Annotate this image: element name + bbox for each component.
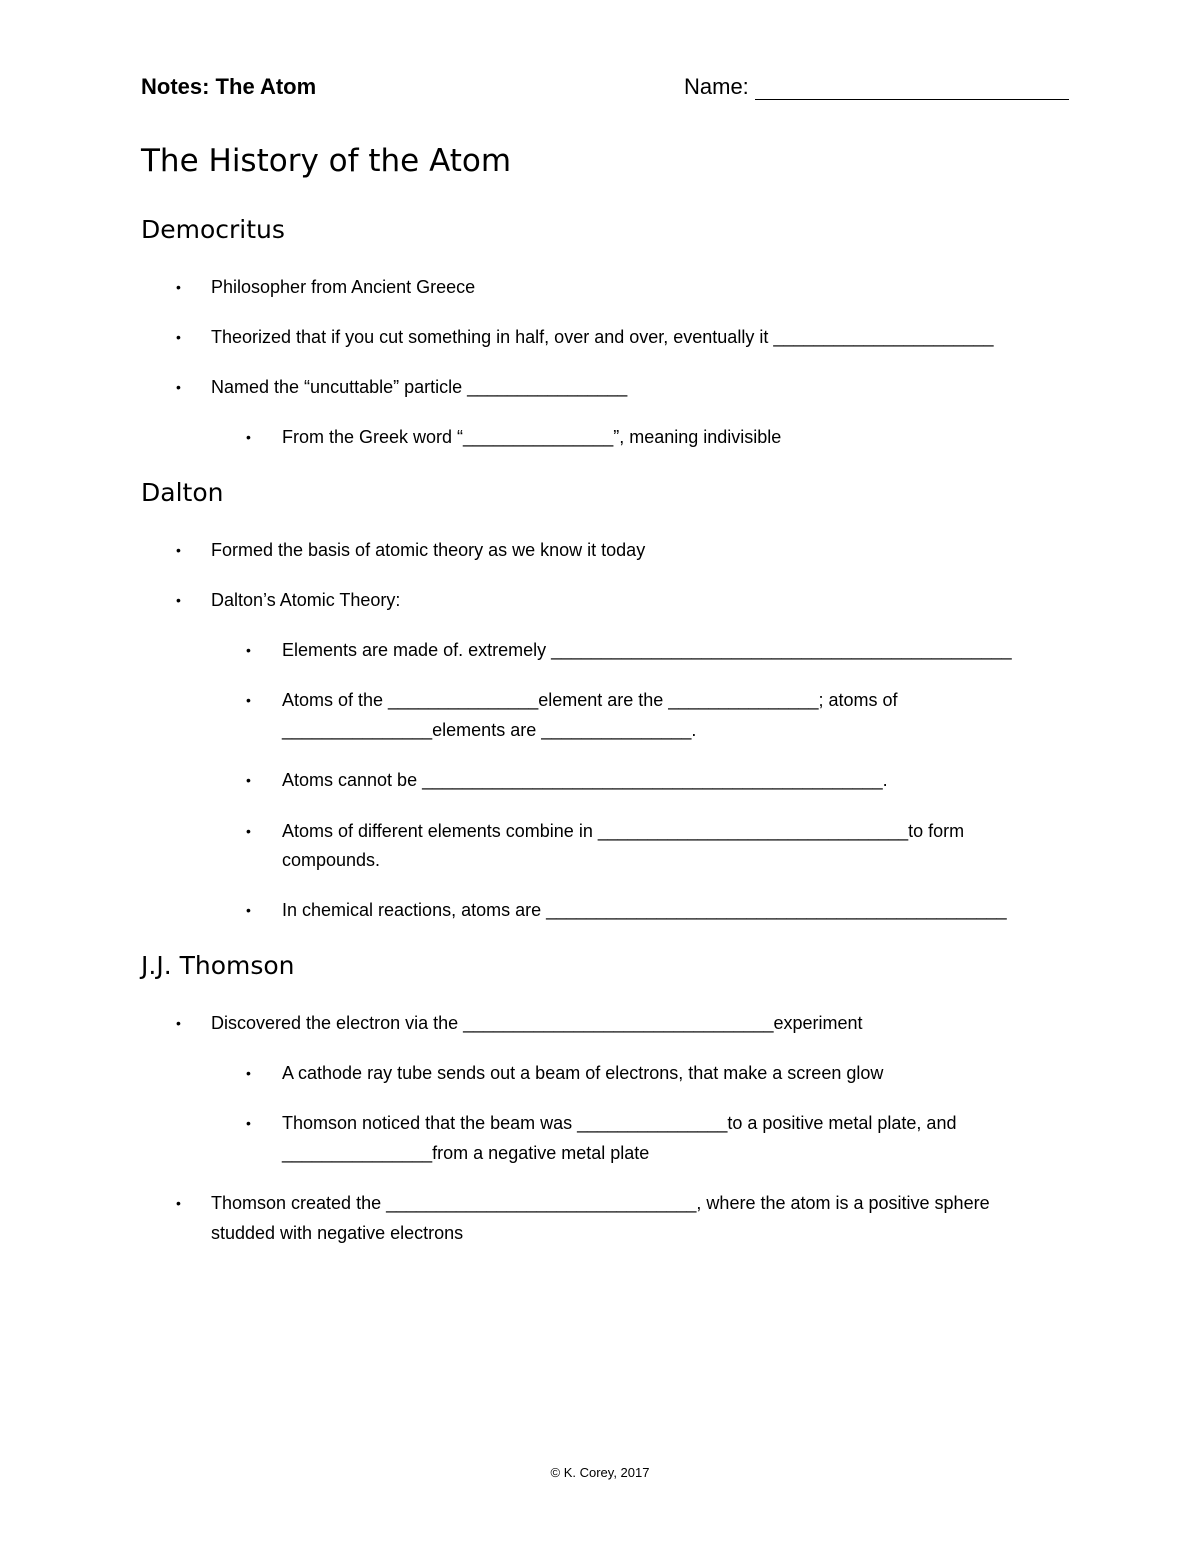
bullet-icon: • <box>176 1195 181 1211</box>
list-item: • Atoms of the _______________element are the _______________; atoms of <box>282 685 897 715</box>
list-item: • In chemical reactions, atoms are ______________________________________________ <box>282 895 1007 925</box>
bullet-icon: • <box>246 429 251 445</box>
section-heading-democritus: Democritus <box>141 215 285 244</box>
section-heading-thomson <box>141 951 295 980</box>
bullet-icon: • <box>246 1065 251 1081</box>
name-blank-line <box>755 77 1069 100</box>
bullet-icon: • <box>246 692 251 708</box>
document-title: Notes: The Atom <box>141 74 317 99</box>
list-item-continuation: compounds. <box>282 850 381 870</box>
list-item: • Named the “uncuttable” particle ________________ <box>211 372 627 402</box>
page-title: The History of the Atom <box>141 143 512 179</box>
bullet-icon: • <box>246 902 251 918</box>
list-item: • Dalton’s Atomic Theory: <box>211 585 400 615</box>
list-item: • Theorized that if you cut something in half, over and over, eventually it ______________________ <box>211 322 994 352</box>
bullet-icon: • <box>246 823 251 839</box>
list-item: • From the Greek word “_______________”, meaning indivisible <box>282 422 781 452</box>
section-heading-dalton: Dalton <box>141 478 224 507</box>
bullet-icon: • <box>176 279 181 295</box>
name-label: Name: <box>684 74 749 99</box>
list-item-continuation: _______________elements are _______________. <box>282 720 697 740</box>
list-item-continuation: _______________from a negative metal plate <box>282 1143 650 1163</box>
bullet-icon: • <box>246 772 251 788</box>
name-field <box>684 74 1069 100</box>
bullet-icon: • <box>176 379 181 395</box>
bullet-icon: • <box>246 642 251 658</box>
list-item: • A cathode ray tube sends out a beam of electrons, that make a screen glow <box>282 1058 883 1088</box>
list-item: • Formed the basis of atomic theory as we know it today <box>211 535 645 565</box>
list-item-continuation: studded with negative electrons <box>211 1223 464 1243</box>
bullet-icon: • <box>246 1115 251 1131</box>
list-item: • Philosopher from Ancient Greece <box>211 272 475 302</box>
bullet-icon: • <box>176 1015 181 1031</box>
list-item: • Atoms of different elements combine in _______________________________to form <box>282 816 964 846</box>
list-item: • Thomson created the _______________________________, where the atom is a positive sphere <box>211 1188 990 1218</box>
copyright-footer: © K. Corey, 2017 <box>550 1465 650 1480</box>
list-item: • Elements are made of. extremely ______________________________________________ <box>282 635 1012 665</box>
list-item: • Atoms cannot be ______________________________________________. <box>282 765 888 795</box>
bullet-icon: • <box>176 329 181 345</box>
list-item: • Discovered the electron via the _______________________________experiment <box>211 1008 863 1038</box>
heading-prefix: J.J. <box>141 951 172 980</box>
bullet-icon: • <box>176 542 181 558</box>
list-item: • Thomson noticed that the beam was _______________to a positive metal plate, and <box>282 1108 956 1138</box>
bullet-icon: • <box>176 592 181 608</box>
heading-name: Thomson <box>179 951 295 980</box>
